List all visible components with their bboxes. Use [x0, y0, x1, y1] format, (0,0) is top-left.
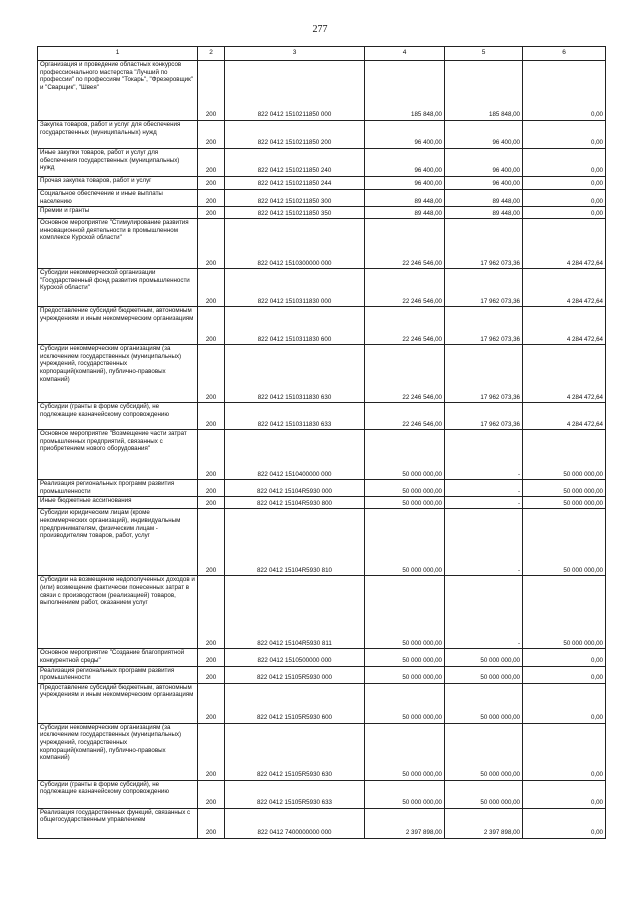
row-name: Закупка товаров, работ и услуг для обеспечения государственных (муниципальных) нужд [38, 121, 198, 149]
row-name: Субсидии (гранты в форме субсидий), не подлежащие казначейскому сопровождению [38, 780, 198, 808]
table-row [38, 207, 606, 219]
table-row [38, 121, 606, 149]
row-code: 200 [198, 121, 225, 149]
row-name: Реализация государственных функций, связанных с общегосударственным управлением [38, 808, 198, 838]
table-row [38, 345, 606, 403]
row-kbk: 822 0412 1510311830 600 [225, 307, 365, 345]
row-name: Реализация региональных программ развития промышленности [38, 666, 198, 683]
row-value-col4: 22 246 546,00 [365, 307, 445, 345]
row-code: 200 [198, 149, 225, 177]
row-kbk: 822 0412 15105R5930 630 [225, 723, 365, 780]
row-name: Организация и проведение областных конкурсов профессионального мастерства "Лучший по профессии" по профессиям "Токарь", "Фрезеровщик" и "Сварщик", "Швея" [38, 61, 198, 121]
row-value-col5: 50 000 000,00 [445, 723, 523, 780]
row-value-col6: 0,00 [523, 121, 606, 149]
column-header: 5 [445, 47, 523, 61]
row-value-col6: 50 000 000,00 [523, 497, 606, 509]
row-value-col5: 50 000 000,00 [445, 666, 523, 683]
row-name: Предоставление субсидий бюджетным, автономным учреждениям и иным некоммерческим организациям [38, 307, 198, 345]
row-value-col4: 96 400,00 [365, 177, 445, 190]
row-name: Иные закупки товаров, работ и услуг для обеспечения государственных (муниципальных) нужд [38, 149, 198, 177]
row-code: 200 [198, 576, 225, 649]
row-name: Социальное обеспечение и иные выплаты населению [38, 190, 198, 207]
row-value-col4: 22 246 546,00 [365, 403, 445, 430]
row-code: 200 [198, 219, 225, 269]
row-value-col5: - [445, 576, 523, 649]
row-code: 200 [198, 430, 225, 480]
row-value-col4: 50 000 000,00 [365, 497, 445, 509]
table-row [38, 509, 606, 576]
table-row [38, 307, 606, 345]
row-value-col5: 185 848,00 [445, 61, 523, 121]
row-value-col4: 50 000 000,00 [365, 480, 445, 497]
row-code: 200 [198, 649, 225, 666]
row-code: 200 [198, 177, 225, 190]
table-row [38, 683, 606, 723]
row-code: 200 [198, 190, 225, 207]
row-value-col6: 0,00 [523, 808, 606, 838]
row-kbk: 822 0412 15105R5930 633 [225, 780, 365, 808]
row-value-col4: 96 400,00 [365, 121, 445, 149]
row-value-col5: 50 000 000,00 [445, 780, 523, 808]
row-code: 200 [198, 666, 225, 683]
row-value-col5: - [445, 480, 523, 497]
row-value-col6: 0,00 [523, 149, 606, 177]
row-value-col6: 4 284 472,64 [523, 219, 606, 269]
row-name: Основное мероприятие "Возмещение части затрат промышленных предприятий, связанных с приобретением нового оборудования" [38, 430, 198, 480]
row-name: Субсидии (гранты в форме субсидий), не подлежащие казначейскому сопровождению [38, 403, 198, 430]
budget-table [37, 46, 606, 839]
row-kbk: 822 0412 15104R5930 800 [225, 497, 365, 509]
row-value-col5: 17 962 073,36 [445, 345, 523, 403]
table-row [38, 177, 606, 190]
row-kbk: 822 0412 15104R5930 000 [225, 480, 365, 497]
row-kbk: 822 0412 1510211850 240 [225, 149, 365, 177]
row-value-col5: 17 962 073,36 [445, 403, 523, 430]
row-code: 200 [198, 61, 225, 121]
table-row [38, 219, 606, 269]
row-value-col6: 50 000 000,00 [523, 430, 606, 480]
row-name: Субсидии на возмещение недополученных доходов и (или) возмещение фактически понесенных затрат в связи с производством (реализацией) товаров, выполнением работ, оказанием услуг [38, 576, 198, 649]
table-row [38, 666, 606, 683]
column-header: 4 [365, 47, 445, 61]
row-value-col6: 4 284 472,64 [523, 269, 606, 307]
row-code: 200 [198, 307, 225, 345]
row-value-col6: 0,00 [523, 723, 606, 780]
row-name: Иные бюджетные ассигнования [38, 497, 198, 509]
row-code: 200 [198, 808, 225, 838]
table-row [38, 723, 606, 780]
row-code: 200 [198, 683, 225, 723]
row-name: Предоставление субсидий бюджетным, автономным учреждениям и иным некоммерческим организациям [38, 683, 198, 723]
row-name: Субсидии некоммерческим организациям (за исключением государственных (муниципальных) учреждений, государственных корпораций(компаний), публично-правовых компаний) [38, 345, 198, 403]
table-row [38, 576, 606, 649]
row-value-col5: - [445, 430, 523, 480]
column-header: 6 [523, 47, 606, 61]
table-row [38, 808, 606, 838]
table-row [38, 269, 606, 307]
row-value-col6: 0,00 [523, 177, 606, 190]
row-value-col5: 96 400,00 [445, 149, 523, 177]
row-code: 200 [198, 497, 225, 509]
row-name: Субсидии юридическим лицам (кроме некоммерческих организаций), индивидуальным предпринимателям, физическим лицам - производителям товаров, работ, услуг [38, 509, 198, 576]
row-value-col6: 4 284 472,64 [523, 403, 606, 430]
row-code: 200 [198, 509, 225, 576]
row-kbk: 822 0412 1510500000 000 [225, 649, 365, 666]
row-value-col5: 96 400,00 [445, 121, 523, 149]
row-name: Субсидии некоммерческой организации "Государственный фонд развития промышленности Курской области" [38, 269, 198, 307]
row-code: 200 [198, 269, 225, 307]
row-code: 200 [198, 780, 225, 808]
table-row [38, 149, 606, 177]
row-value-col4: 89 448,00 [365, 190, 445, 207]
row-value-col6: 0,00 [523, 61, 606, 121]
row-kbk: 822 0412 1510311830 630 [225, 345, 365, 403]
row-value-col6: 0,00 [523, 780, 606, 808]
row-kbk: 822 0412 15104R5930 811 [225, 576, 365, 649]
row-kbk: 822 0412 15104R5930 810 [225, 509, 365, 576]
row-kbk: 822 0412 1510211850 000 [225, 61, 365, 121]
row-kbk: 822 0412 1510211850 350 [225, 207, 365, 219]
row-value-col5: 89 448,00 [445, 207, 523, 219]
table-row [38, 480, 606, 497]
row-value-col6: 4 284 472,64 [523, 345, 606, 403]
row-value-col4: 22 246 546,00 [365, 269, 445, 307]
row-value-col4: 185 848,00 [365, 61, 445, 121]
row-kbk: 822 0412 1510211850 244 [225, 177, 365, 190]
row-value-col4: 50 000 000,00 [365, 649, 445, 666]
table-header-row [38, 47, 606, 61]
table-row [38, 61, 606, 121]
row-value-col5: 17 962 073,36 [445, 269, 523, 307]
table-row [38, 430, 606, 480]
row-value-col5: 50 000 000,00 [445, 683, 523, 723]
table-row [38, 649, 606, 666]
row-value-col4: 50 000 000,00 [365, 576, 445, 649]
row-value-col6: 50 000 000,00 [523, 509, 606, 576]
row-kbk: 822 0412 1510311830 000 [225, 269, 365, 307]
row-name: Субсидии некоммерческим организациям (за исключением государственных (муниципальных) учреждений, государственных корпораций(компаний), публично-правовых компаний) [38, 723, 198, 780]
row-name: Реализация региональных программ развития промышленности [38, 480, 198, 497]
row-value-col4: 96 400,00 [365, 149, 445, 177]
row-value-col4: 50 000 000,00 [365, 683, 445, 723]
row-value-col5: - [445, 509, 523, 576]
row-value-col5: 89 448,00 [445, 190, 523, 207]
row-value-col6: 0,00 [523, 666, 606, 683]
row-kbk: 822 0412 1510311830 633 [225, 403, 365, 430]
column-header: 2 [198, 47, 225, 61]
table-row [38, 403, 606, 430]
row-value-col4: 50 000 000,00 [365, 780, 445, 808]
row-value-col5: 17 962 073,36 [445, 219, 523, 269]
column-header: 1 [38, 47, 198, 61]
row-code: 200 [198, 723, 225, 780]
row-name: Основное мероприятие "Стимулирование развития инновационной деятельности в промышленном комплексе Курской области" [38, 219, 198, 269]
row-name: Премии и гранты [38, 207, 198, 219]
row-value-col4: 22 246 546,00 [365, 219, 445, 269]
table-row [38, 190, 606, 207]
row-kbk: 822 0412 1510400000 000 [225, 430, 365, 480]
column-header: 3 [225, 47, 365, 61]
row-kbk: 822 0412 7400000000 000 [225, 808, 365, 838]
row-value-col4: 2 397 898,00 [365, 808, 445, 838]
row-value-col6: 0,00 [523, 190, 606, 207]
row-value-col4: 22 246 546,00 [365, 345, 445, 403]
row-code: 200 [198, 480, 225, 497]
row-code: 200 [198, 403, 225, 430]
row-value-col5: 50 000 000,00 [445, 649, 523, 666]
row-kbk: 822 0412 1510211850 300 [225, 190, 365, 207]
row-kbk: 822 0412 1510300000 000 [225, 219, 365, 269]
row-value-col6: 0,00 [523, 207, 606, 219]
row-value-col4: 89 448,00 [365, 207, 445, 219]
row-kbk: 822 0412 1510211850 200 [225, 121, 365, 149]
row-kbk: 822 0412 15105R5930 000 [225, 666, 365, 683]
row-value-col4: 50 000 000,00 [365, 723, 445, 780]
row-name: Основное мероприятие "Создание благоприятной конкурентной среды" [38, 649, 198, 666]
row-code: 200 [198, 345, 225, 403]
row-value-col6: 50 000 000,00 [523, 480, 606, 497]
row-value-col6: 0,00 [523, 649, 606, 666]
row-value-col5: 96 400,00 [445, 177, 523, 190]
row-value-col4: 50 000 000,00 [365, 430, 445, 480]
row-value-col4: 50 000 000,00 [365, 509, 445, 576]
row-value-col6: 50 000 000,00 [523, 576, 606, 649]
row-value-col5: 2 397 898,00 [445, 808, 523, 838]
row-name: Прочая закупка товаров, работ и услуг [38, 177, 198, 190]
row-value-col6: 4 284 472,64 [523, 307, 606, 345]
row-value-col5: 17 962 073,36 [445, 307, 523, 345]
row-code: 200 [198, 207, 225, 219]
row-kbk: 822 0412 15105R5930 600 [225, 683, 365, 723]
row-value-col5: - [445, 497, 523, 509]
table-row [38, 780, 606, 808]
table-row [38, 497, 606, 509]
page-number: 277 [312, 24, 328, 35]
row-value-col4: 50 000 000,00 [365, 666, 445, 683]
row-value-col6: 0,00 [523, 683, 606, 723]
